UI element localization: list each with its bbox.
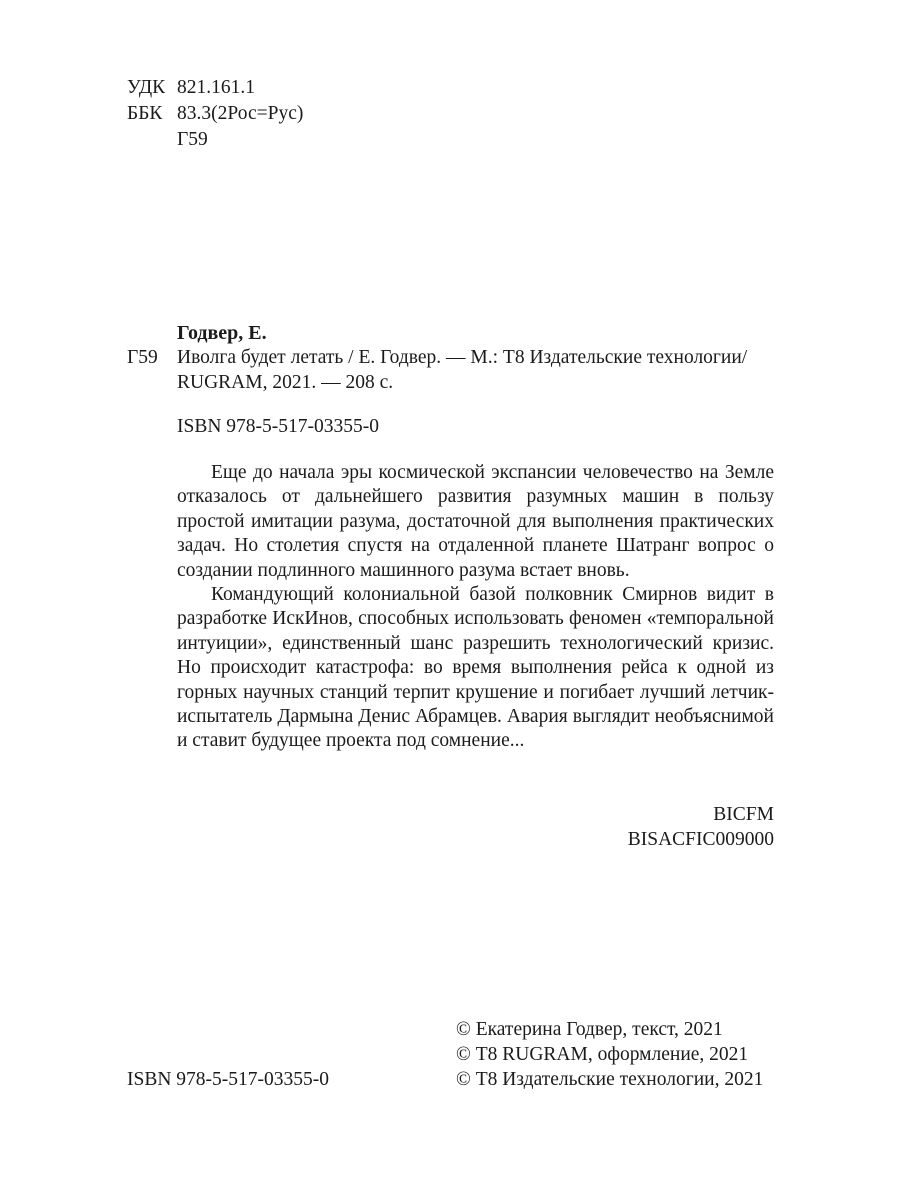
annotation-paragraph-1: Еще до начала эры космической экспансии человечество на Земле отказалось от дальнейшего развития разумных машин в пользу простой имитации разума, достаточной для выполнения практических задач. Но столетия спустя на отдаленной планете Шатранг вопрос о создании подлинного машинного разума встает вновь. bbox=[177, 462, 774, 581]
annotation bbox=[177, 461, 774, 754]
annotation-paragraph-2: Командующий колониальной базой полковник Смирнов видит в разработке ИскИнов, способных использовать феномен «темпоральной интуиции», единственный шанс разрешить технологический кризис. Но происходит катастрофа: во время выполнения рейса к одной из горных научных станций терпит крушение и погибает лучший летчик-испытатель Дармына Денис Абрамцев. Авария выглядит необъяснимой и ставит будущее проекта под сомнение... bbox=[177, 584, 774, 752]
copyright-line: © Т8 RUGRAM, оформление, 2021 bbox=[456, 1044, 749, 1065]
author-mark: Г59 bbox=[177, 129, 208, 150]
copyright-line: © Екатерина Годвер, текст, 2021 bbox=[456, 1019, 723, 1040]
footer-isbn: ISBN 978-5-517-03355-0 bbox=[127, 1069, 330, 1090]
bbk-label: ББК bbox=[127, 103, 163, 124]
bbk-value: 83.3(2Рос=Рус) bbox=[177, 103, 304, 124]
record-mark: Г59 bbox=[127, 347, 158, 368]
author-heading: Годвер, Е. bbox=[177, 322, 267, 344]
record-isbn: ISBN 978-5-517-03355-0 bbox=[177, 416, 380, 437]
bisac-code: BISACFIC009000 bbox=[627, 829, 774, 850]
bic-code: BICFM bbox=[713, 804, 774, 825]
description-line-2: RUGRAM, 2021. — 208 с. bbox=[177, 372, 394, 393]
udk-value: 821.161.1 bbox=[177, 77, 255, 98]
udk-label: УДК bbox=[127, 77, 166, 98]
copyright-line: © Т8 Издательские технологии, 2021 bbox=[456, 1069, 764, 1090]
description-line-1: Иволга будет летать / Е. Годвер. — М.: Т8 Издательские технологии/ bbox=[177, 347, 748, 368]
